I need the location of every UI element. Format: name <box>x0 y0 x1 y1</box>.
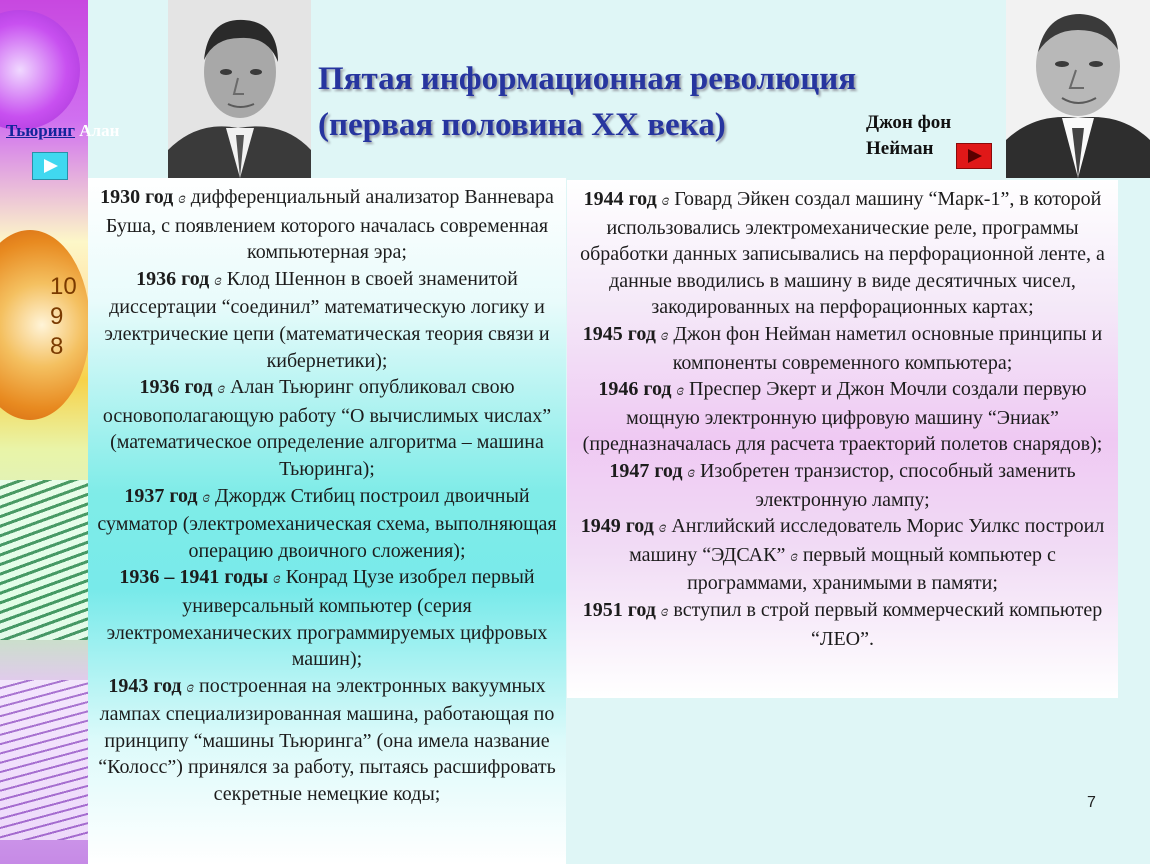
entry-year: 1943 год <box>108 674 182 697</box>
entry-year: 1937 год <box>124 484 198 507</box>
entry-text: Алан Тьюринг опубликовал свою основополагающую работу “О вычислимых числах” (математическое определение алгоритма – машина Тьюринга); <box>102 376 552 480</box>
timeline-entry <box>575 597 1110 652</box>
separator-icon: ɞ <box>687 463 695 481</box>
timeline-entry <box>575 186 1110 321</box>
entry-year: 1946 год <box>598 378 672 401</box>
turing-play-button[interactable] <box>32 152 68 180</box>
timeline-entry <box>575 321 1110 376</box>
entry-text: Клод Шеннон в своей знаменитой диссертации “соединил” математическую логику и электрические цепи (математическая теория связи и кибернетики); <box>104 267 550 372</box>
john-von-neumann-photo <box>1006 0 1150 178</box>
turing-first-name: Алан <box>75 121 120 140</box>
timeline-entry <box>575 513 1110 597</box>
entry-text: Говард Эйкен создал машину “Марк-1”, в которой использовались электромеханические реле, программы обработки данных записывались на перфорационной ленте, а данные вводились в машину в виде десятичных чисел, закодированных на перфорационных картах; <box>580 188 1105 319</box>
entry-text: вступил в строй первый коммерческий компьютер “ЛЕО”. <box>668 598 1103 650</box>
timeline-entry <box>96 374 558 482</box>
clock-digit: 8 <box>50 333 64 360</box>
timeline-entry <box>96 184 558 266</box>
title-line-2: (первая половина XX века) <box>318 107 726 143</box>
neumann-name-line-1: Джон фон <box>866 112 952 133</box>
clock-digit: 10 <box>50 273 77 300</box>
clock-digits <box>50 272 77 362</box>
slide-title <box>318 56 918 148</box>
neumann-play-button[interactable] <box>956 143 992 169</box>
entry-text: Изобретен транзистор, способный заменить электронную лампу; <box>694 459 1076 511</box>
separator-icon: ɞ <box>214 271 222 289</box>
clock-digit: 9 <box>50 303 64 330</box>
separator-icon: ɞ <box>273 570 281 588</box>
timeline-entry <box>96 266 558 374</box>
entry-text: Джон фон Нейман наметил основные принципы и компоненты современного компьютера; <box>668 322 1103 374</box>
separator-icon: ɞ <box>790 547 798 565</box>
separator-icon: ɞ <box>660 602 669 620</box>
alan-turing-photo <box>168 0 311 178</box>
separator-icon: ɞ <box>660 326 669 344</box>
timeline-left-box <box>88 178 566 864</box>
timeline-entry <box>575 376 1110 458</box>
timeline-entry <box>96 564 558 672</box>
timeline-entry <box>96 673 558 808</box>
entry-text: Конрад Цузе изобрел первый универсальный компьютер (серия электромеханических программируемых цифровых машин); <box>106 566 548 671</box>
entry-text: построенная на электронных вакуумных лампах специализированная машина, работающая по принципу “машины Тьюринга” (она имела название “Колосс”) принялся за работу, пытаясь расшифровать секретные немецкие коды; <box>98 674 556 806</box>
entry-year: 1945 год <box>582 322 656 345</box>
separator-icon: ɞ <box>178 190 186 207</box>
paper-stack-image <box>0 480 88 640</box>
turing-name-link[interactable]: Тьюринг <box>6 121 76 140</box>
entry-year: 1947 год <box>609 459 683 482</box>
separator-icon: ɞ <box>661 192 670 209</box>
entry-text: Преспер Экерт и Джон Мочли создали первую мощную электронную цифровую машину “Эниак” (предназначалась для расчета траекторий полетов снарядов); <box>582 378 1103 456</box>
entry-year: 1930 год <box>100 186 174 208</box>
entry-year: 1949 год <box>580 515 654 538</box>
neumann-name-line-2: Нейман <box>866 138 934 159</box>
title-line-1: Пятая информационная революция <box>318 61 857 97</box>
timeline-entry <box>575 458 1110 513</box>
separator-icon: ɞ <box>217 380 226 398</box>
separator-icon: ɞ <box>676 382 685 400</box>
entry-text: первый мощный компьютер с программами, хранимыми в памяти; <box>687 543 1056 595</box>
entry-year: 1936 – 1941 годы <box>119 566 269 589</box>
entry-text: дифференциальный анализатор Ванневара Буша, с появлением которого началась современная компьютерная эра; <box>105 186 554 264</box>
entry-year: 1951 год <box>582 598 656 621</box>
turing-name-label <box>6 121 119 141</box>
entry-year: 1936 год <box>136 267 210 290</box>
separator-icon: ɞ <box>202 488 210 506</box>
timeline-entry <box>96 483 558 565</box>
purple-clock-image <box>0 10 80 130</box>
separator-icon: ɞ <box>186 678 194 696</box>
slide-number: 7 <box>1087 794 1096 811</box>
entry-text: Английский исследователь Морис Уилкс построил машину “ЭДСАК” <box>629 515 1105 566</box>
separator-icon: ɞ <box>658 519 667 537</box>
entry-year: 1936 год <box>139 376 213 399</box>
timeline-right-box <box>567 180 1118 698</box>
entry-year: 1944 год <box>583 188 657 210</box>
entry-text: Джордж Стибиц построил двоичный сумматор (электромеханическая схема, выполняющая операцию двоичного сложения); <box>97 484 557 562</box>
paper-stack-image <box>0 680 88 840</box>
